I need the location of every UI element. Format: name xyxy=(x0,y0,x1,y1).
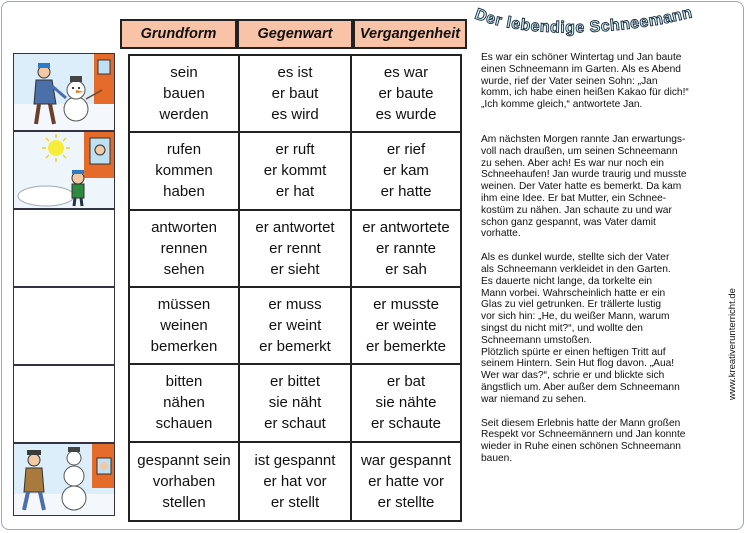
picture-man-and-snowman xyxy=(13,443,115,516)
verb-cell-verg xyxy=(352,365,460,442)
verb-form: rennen xyxy=(160,239,208,257)
story-line: Als es dunkel wurde, stellte sich der Vater xyxy=(481,252,670,264)
verb-form: sie nähte xyxy=(375,394,437,412)
verb-form: er schaute xyxy=(370,415,442,433)
verb-form: er antwortete xyxy=(362,218,450,236)
verb-form: er bat xyxy=(386,373,426,391)
story-line: Seit diesem Erlebnis hatte der Mann großen xyxy=(481,417,681,429)
verb-form: war gespannt xyxy=(360,451,452,469)
header-gegenwart: Gegenwart xyxy=(237,19,353,49)
verb-cell-gegen xyxy=(240,443,352,520)
picture-column xyxy=(13,53,115,516)
verb-cell-gegen xyxy=(240,288,352,365)
verb-cell-gegen xyxy=(240,211,352,288)
verb-cell-verg xyxy=(352,133,460,210)
story-line: Schneemann umstoßen. xyxy=(481,334,592,346)
story-line: „Ich komme gleich,“ antwortete Jan. xyxy=(481,99,643,111)
story-line: voll nach draußen, um seinen Schneemann xyxy=(481,145,678,157)
story-line: Mann vorbei. Wahrscheinlich hatte er ein xyxy=(481,287,666,299)
verb-form: sein xyxy=(170,64,198,82)
story-line: wieder in Ruhe einen schönen Schneemann xyxy=(481,441,681,453)
verb-form: sehen xyxy=(163,260,205,278)
picture-empty-2 xyxy=(13,287,115,365)
verb-form: er weinte xyxy=(375,317,437,335)
verb-form: er ruft xyxy=(275,141,315,159)
verb-cell-verg xyxy=(352,443,460,520)
verb-cell-grund xyxy=(130,288,240,365)
story-line: singst du nicht mit?“, und wollte den xyxy=(481,322,643,334)
verb-form: er stellt xyxy=(270,493,320,511)
story-line: war niemand zu sehen. xyxy=(481,393,587,405)
verb-form: sie näht xyxy=(268,394,322,412)
verb-cell-gegen xyxy=(240,56,352,133)
header-grundform: Grundform xyxy=(120,19,237,49)
verb-form: er sieht xyxy=(270,260,320,278)
verb-form: er hatte vor xyxy=(368,472,444,490)
story-text xyxy=(481,52,733,465)
verb-form: er sah xyxy=(385,260,427,278)
verb-form: es wird xyxy=(271,106,319,124)
verb-form: er bemerkte xyxy=(365,338,447,356)
verb-form: er kommt xyxy=(263,162,327,180)
verb-form: er stellte xyxy=(377,493,435,511)
verb-form: weinen xyxy=(160,317,208,335)
picture-sad-boy-snowpile xyxy=(13,131,115,209)
verb-form: er weint xyxy=(268,317,322,335)
story-line: wurde, rief der Vater seinen Sohn: „Jan xyxy=(481,75,658,87)
picture-empty-1 xyxy=(13,209,115,287)
story-line: Es dauerte nicht lange, da torkelte ein xyxy=(481,275,653,287)
verb-form: es ist xyxy=(277,64,313,82)
verb-form: schauen xyxy=(155,415,213,433)
website-credit: www.kreativerunterricht.de xyxy=(727,288,738,400)
verb-form: bauen xyxy=(163,85,205,103)
story-line: als Schneemann verkleidet in den Garten. xyxy=(481,263,671,275)
picture-boy-building-snowman xyxy=(13,53,115,131)
verb-cell-grund xyxy=(130,365,240,442)
story-line: Respekt vor Schneemännern und Jan konnte xyxy=(481,429,686,441)
verb-form: stellen xyxy=(162,493,206,511)
verb-cell-gegen xyxy=(240,133,352,210)
story-line: Schneehaufen! Jan wurde traurig und musste xyxy=(481,169,687,181)
verb-cell-grund xyxy=(130,56,240,133)
verb-form: antworten xyxy=(151,218,217,236)
verb-form: er hatte xyxy=(380,183,432,201)
story-paragraph-3 xyxy=(481,252,733,405)
verb-form: haben xyxy=(163,183,205,201)
story-line: Plötzlich spürte er einen heftigen Tritt auf xyxy=(481,346,666,358)
verb-form: er schaut xyxy=(264,415,326,433)
verb-form: bemerken xyxy=(150,338,218,356)
verb-form: er antwortet xyxy=(255,218,335,236)
verb-form: bitten xyxy=(165,373,203,391)
verb-form: müssen xyxy=(157,296,211,314)
story-line: Am nächsten Morgen rannte Jan erwartungs- xyxy=(481,133,686,145)
story-line: komm, ich habe einen heißen Kakao für dich!“ xyxy=(481,87,689,99)
verb-form: er rannte xyxy=(375,239,437,257)
verb-form: es war xyxy=(383,64,429,82)
story-line: seinem Hintern. Sein Hut flog davon. „Aua! xyxy=(481,358,675,370)
verb-cell-grund xyxy=(130,443,240,520)
story-line: schon ganz gespannt, was Vater damit xyxy=(481,216,656,228)
verb-form: er rennt xyxy=(269,239,321,257)
verb-form: er baut xyxy=(271,85,319,103)
verb-form: nähen xyxy=(163,394,205,412)
verb-form: es wurde xyxy=(375,106,437,124)
picture-empty-3 xyxy=(13,365,115,443)
verb-form: gespannt sein xyxy=(137,451,231,469)
verb-form: er baute xyxy=(378,85,434,103)
story-line: Wer war das?“, schrie er und blickte sich xyxy=(481,370,665,382)
verb-form: rufen xyxy=(166,141,202,159)
verb-form: kommen xyxy=(155,162,213,180)
story-line: bauen. xyxy=(481,452,513,464)
verb-form: vorhaben xyxy=(152,472,216,490)
verb-form: er musste xyxy=(373,296,439,314)
story-paragraph-2 xyxy=(481,134,733,240)
verb-form: er bemerkt xyxy=(259,338,331,356)
verb-cell-verg xyxy=(352,56,460,133)
verb-form: er rief xyxy=(386,141,426,159)
story-line: vorhatte. xyxy=(481,228,521,240)
story-line: weinen. Der Vater hatte es bemerkt. Da kam xyxy=(481,181,682,193)
verb-form: er hat vor xyxy=(263,472,327,490)
story-line: Es war ein schöner Wintertag und Jan baute xyxy=(481,52,682,63)
verb-form: ist gespannt xyxy=(254,451,336,469)
verb-form: er muss xyxy=(268,296,322,314)
story-paragraph-4 xyxy=(481,418,733,465)
verb-table xyxy=(128,54,462,522)
verb-cell-grund xyxy=(130,133,240,210)
story-line: einen Schneemann im Garten. Als es Abend xyxy=(481,63,681,75)
verb-cell-verg xyxy=(352,288,460,365)
story-line: zu sehen. Aber ach! Es war nur noch ein xyxy=(481,157,664,169)
verb-cell-verg xyxy=(352,211,460,288)
story-paragraph-1 xyxy=(481,52,733,111)
verb-form: er hat xyxy=(275,183,315,201)
story-line: kostüm zu nähen. Jan schaute zu und war xyxy=(481,204,672,216)
verb-cell-grund xyxy=(130,211,240,288)
story-line: Glas zu viel getrunken. Er trällerte lustig xyxy=(481,299,662,311)
story-title xyxy=(470,4,732,44)
story-line: ihm eine Idee. Er bat Mutter, ein Schnee- xyxy=(481,192,667,204)
svg-text:Der lebendige Schneemann: Der lebendige Schneemann xyxy=(472,4,695,37)
story-line: vor sich hin: „He, du weißer Mann, warum xyxy=(481,311,670,323)
verb-cell-gegen xyxy=(240,365,352,442)
verb-form: er kam xyxy=(383,162,429,180)
verb-form: werden xyxy=(159,106,209,124)
story-line: ängstlich um. Aber außer dem Schneemann xyxy=(481,381,680,393)
verb-form: er bittet xyxy=(269,373,321,391)
header-vergangenheit: Vergangenheit xyxy=(353,19,467,49)
